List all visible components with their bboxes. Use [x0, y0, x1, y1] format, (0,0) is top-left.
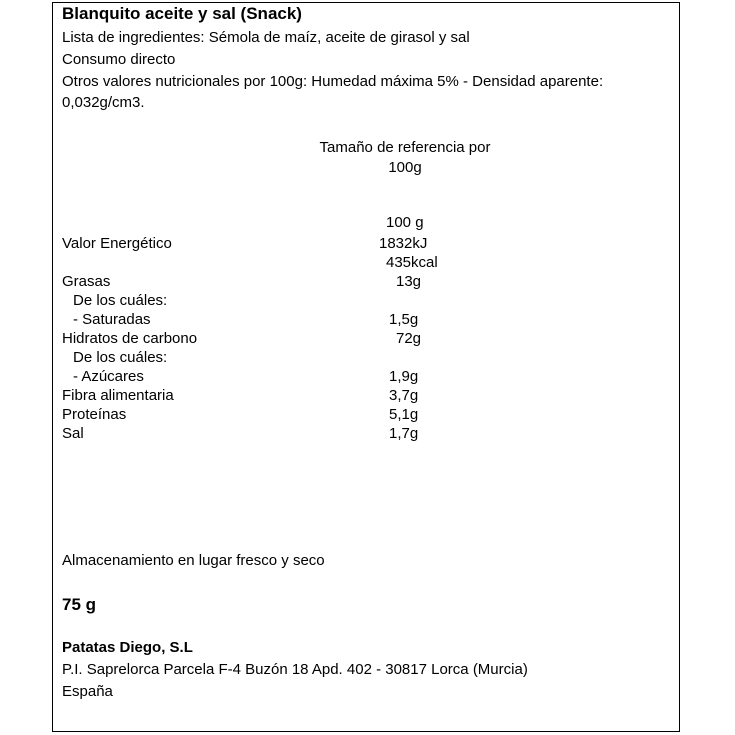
column-header: 100 g — [386, 214, 424, 231]
nutrition-row-label: Fibra alimentaria — [62, 387, 174, 404]
nutrition-row-value: 5,1g — [389, 406, 419, 423]
nutrition-row-label: - Saturadas — [73, 311, 151, 328]
nutrition-row-label: Hidratos de carbono — [62, 330, 198, 347]
nutrition-row-value: 3,7g — [389, 387, 419, 404]
other-values-line-2: 0,032g/cm3. — [62, 94, 145, 111]
company-name: Patatas Diego, S.L — [62, 639, 193, 656]
nutrition-row-label: Proteínas — [62, 406, 127, 423]
nutrition-row-value: 1832kJ — [379, 235, 428, 252]
nutrition-row-label: Valor Energético — [62, 235, 172, 252]
ingredients-line: Lista de ingredientes: Sémola de maíz, aceite de girasol y sal — [62, 29, 470, 46]
company-address: P.I. Saprelorca Parcela F-4 Buzón 18 Apd. 402 - 30817 Lorca (Murcia) — [62, 661, 528, 678]
nutrition-row-value: 13g — [396, 273, 422, 290]
product-title: Blanquito aceite y sal (Snack) — [62, 4, 302, 23]
nutrition-row-label: De los cuáles: — [73, 292, 168, 309]
nutrition-row-label: Grasas — [62, 273, 111, 290]
label-frame — [52, 2, 680, 732]
storage-instructions: Almacenamiento en lugar fresco y seco — [62, 552, 325, 569]
other-values-line-1: Otros valores nutricionales por 100g: Humedad máxima 5% - Densidad aparente: — [62, 73, 604, 90]
nutrition-row-value: 72g — [396, 330, 422, 347]
reference-size-value: 100g — [388, 159, 422, 176]
usage-line: Consumo directo — [62, 51, 176, 68]
nutrition-row-label: De los cuáles: — [73, 349, 168, 366]
nutrition-row-value: 1,5g — [389, 311, 419, 328]
net-weight: 75 g — [62, 595, 97, 614]
nutrition-row-value: 1,9g — [389, 368, 419, 385]
nutrition-row-label: - Azúcares — [73, 368, 144, 385]
nutrition-row-value: 1,7g — [389, 425, 419, 442]
nutrition-row-value: 435kcal — [386, 254, 438, 271]
company-country: España — [62, 683, 113, 700]
nutrition-row-label: Sal — [62, 425, 84, 442]
reference-size-label: Tamaño de referencia por — [319, 139, 491, 156]
